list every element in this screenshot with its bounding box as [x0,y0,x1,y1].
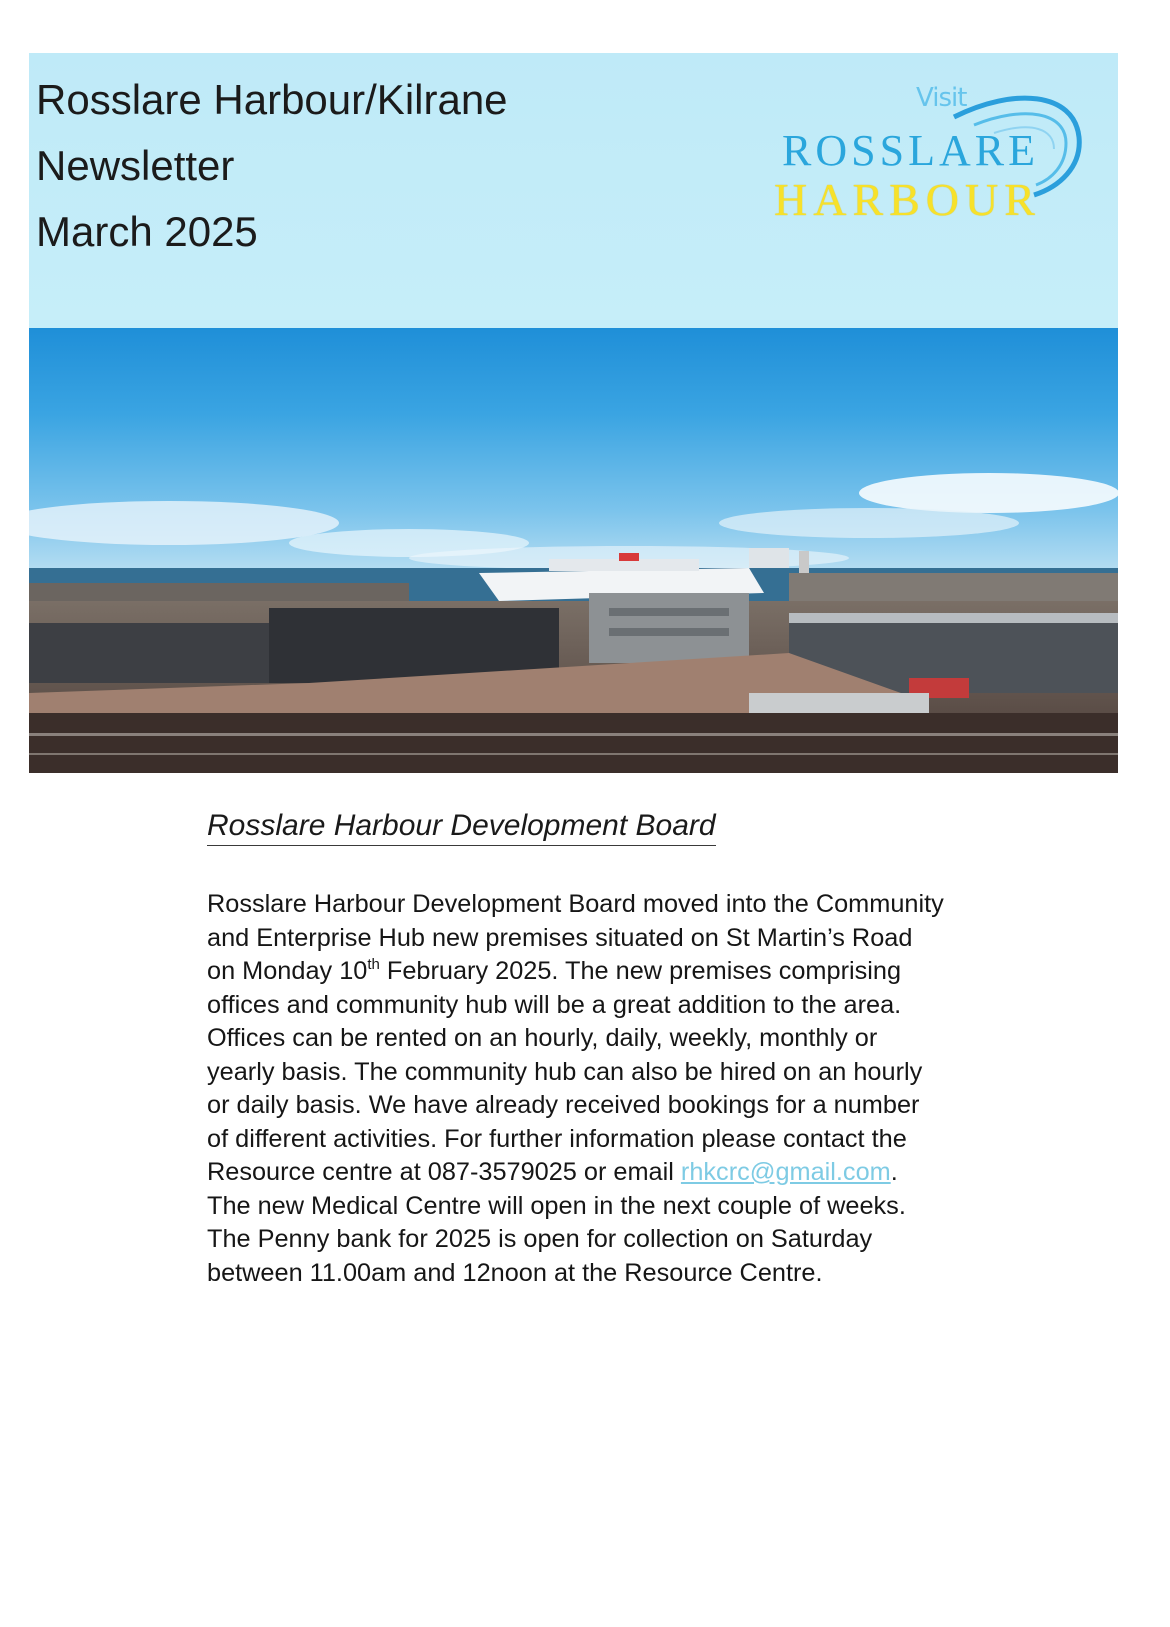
paragraph-penny-bank: The Penny bank for 2025 is open for collection on Saturday between 11.00am and 12noon at the Resource Centre. [207,1225,873,1287]
title-line-1: Rosslare Harbour/Kilrane [36,76,508,123]
newsletter-title [36,67,508,265]
paragraph-premises [207,888,947,1190]
logo-rosslare-text: ROSSLARE [782,126,1039,175]
article-body [207,888,947,1290]
logo-harbour-text: HARBOUR [774,174,1041,225]
paragraph-medical-centre: The new Medical Centre will open in the next couple of weeks. [207,1191,906,1220]
logo-visit-text: Visit [916,83,967,113]
ordinal-suffix: th [367,956,380,973]
article-development-board [207,808,947,1290]
title-line-2: Newsletter [36,142,235,189]
article-title: Rosslare Harbour Development Board [207,808,716,846]
email-link[interactable]: rhkcrc@gmail.com [680,1158,891,1186]
title-line-3: March 2025 [36,208,258,255]
visit-rosslare-harbour-logo [774,77,1104,237]
paragraph-premises-end: . [890,1158,898,1186]
paragraph-premises-text-1: Rosslare Harbour Development Board moved into the Community and Enterprise Hub new premises situated on St Martin’s Road on Monday 10 [207,890,944,985]
header-banner [29,53,1118,773]
paragraph-premises-text-2: February 2025. The new premises comprising offices and community hub will be a great addition to the area. Offices can be rented on an hourly, daily, weekly, monthly or yearly basis. The community hub can also be hired on an hourly or daily basis. We have already received bookings for a number of different activities. For further information please contact the Resource centre at 087-3579025 or email [207,957,923,1186]
